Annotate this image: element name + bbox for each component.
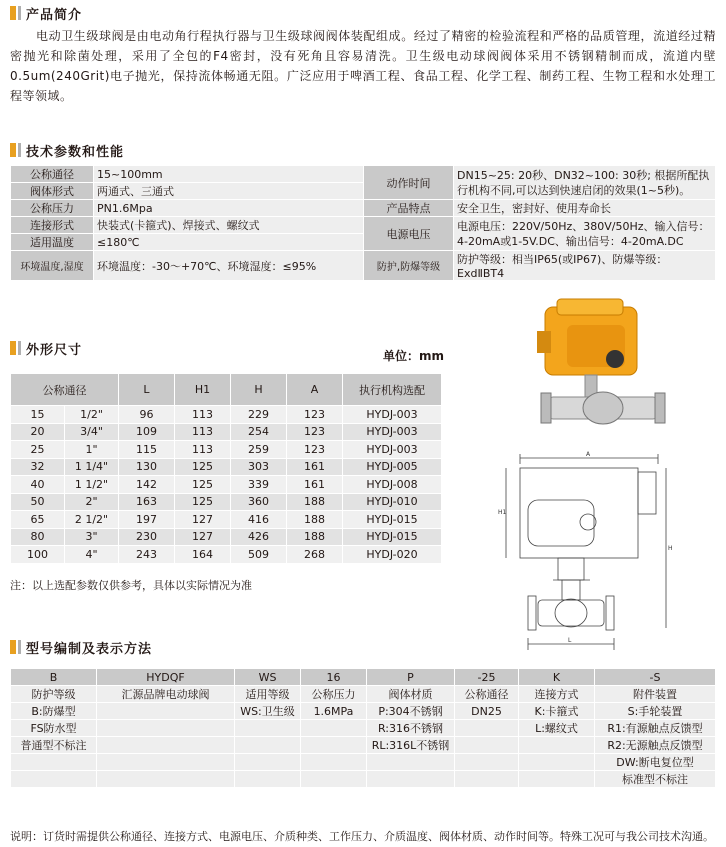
model-cell (97, 703, 235, 720)
model-cell (455, 720, 519, 737)
product-photo (527, 297, 677, 445)
dim-cell: 188 (287, 493, 343, 511)
spec-value: 安全卫生，密封好、使用寿命长 (454, 200, 716, 217)
model-cell: WS:卫生级 (235, 703, 301, 720)
model-cell: 防护等级 (11, 686, 97, 703)
model-cell (235, 737, 301, 754)
intro-paragraph: 电动卫生级球阀是由电动角行程执行器与卫生级球阀阀体装配组成。经过了精密的检验流程和严格的品质管理，流道经过精密抛光和除菌处理，采用了全包的F4密封，没有死角且容易清洗。卫生级电动球阀阀体采用不锈钢精制而成，流道内壁0.5um(240Grit)电子抛光，保持流体畅通无阻。广泛应用于啤酒工程、食品工程、化学工程、制药工程、生物工程和水处理工程等领域。 (10, 29, 716, 103)
dim-cell: 254 (231, 423, 287, 441)
dim-header: A (287, 374, 343, 406)
dim-header: 执行机构选配 (343, 374, 442, 406)
model-cell: P:304不锈钢 (367, 703, 455, 720)
unit-label: 单位：mm (383, 349, 445, 363)
dim-cell: 164 (175, 546, 231, 564)
dim-cell: 96 (119, 406, 175, 424)
model-cell: DN25 (455, 703, 519, 720)
model-cell: R1:有源触点反馈型 (595, 720, 716, 737)
model-cell: K:卡箍式 (519, 703, 595, 720)
model-cell: 标准型不标注 (595, 771, 716, 788)
dim-cell: HYDJ-008 (343, 476, 442, 494)
table-row (11, 458, 442, 476)
dim-cell: 230 (119, 528, 175, 546)
model-cell: 汇源品牌电动球阀 (97, 686, 235, 703)
spec-value: DN15~25: 20秒、DN32~100: 30秒; 根据所配执行机构不同,可以达到快速启闭的效果(1~5秒)。 (454, 166, 716, 200)
dim-cell: 163 (119, 493, 175, 511)
dim-cell: 80 (11, 528, 65, 546)
dim-cell: 1" (65, 441, 119, 459)
dim-cell: 100 (11, 546, 65, 564)
model-cell: B (11, 669, 97, 686)
section-marker-icon (10, 341, 16, 355)
dim-cell: 4" (65, 546, 119, 564)
model-cell: 普通型不标注 (11, 737, 97, 754)
model-cell: 附件装置 (595, 686, 716, 703)
dim-cell: 123 (287, 423, 343, 441)
spec-key: 电源电压 (364, 217, 454, 251)
model-cell (235, 771, 301, 788)
dim-cell: 113 (175, 423, 231, 441)
dim-cell: HYDJ-005 (343, 458, 442, 476)
dim-cell: 1/2" (65, 406, 119, 424)
dim-cell: 1 1/4" (65, 458, 119, 476)
table-row (11, 737, 716, 754)
dim-cell: 142 (119, 476, 175, 494)
dim-cell: 125 (175, 476, 231, 494)
model-cell (519, 771, 595, 788)
dim-cell: 339 (231, 476, 287, 494)
dim-cell: 161 (287, 476, 343, 494)
drawing-label-h: H (668, 545, 673, 552)
spec-table (10, 165, 716, 281)
dim-cell: 130 (119, 458, 175, 476)
dim-cell: 109 (119, 423, 175, 441)
dim-cell: 426 (231, 528, 287, 546)
dim-cell: 509 (231, 546, 287, 564)
table-row (11, 720, 716, 737)
dim-cell: 113 (175, 441, 231, 459)
dim-cell: 416 (231, 511, 287, 529)
dim-cell: HYDJ-015 (343, 511, 442, 529)
model-cell (97, 754, 235, 771)
spec-value: 快装式(卡箍式)、焊接式、螺纹式 (94, 217, 364, 234)
spec-value: ≤180℃ (94, 234, 364, 251)
dim-cell: 20 (11, 423, 65, 441)
dim-cell: 188 (287, 528, 343, 546)
section-marker-icon (10, 640, 16, 654)
dim-header: L (119, 374, 175, 406)
dim-cell: 65 (11, 511, 65, 529)
dim-cell: 25 (11, 441, 65, 459)
model-code-table (10, 668, 716, 788)
section-title: 技术参数和性能 (26, 144, 125, 160)
dim-cell: 1 1/2" (65, 476, 119, 494)
dim-cell: 303 (231, 458, 287, 476)
dim-cell: 113 (175, 406, 231, 424)
model-cell (11, 754, 97, 771)
model-cell (97, 720, 235, 737)
dim-cell: 127 (175, 511, 231, 529)
table-row (11, 476, 442, 494)
model-cell (97, 737, 235, 754)
model-cell (11, 771, 97, 788)
dim-cell: 15 (11, 406, 65, 424)
spec-value: 环境温度：-30～+70℃、环境湿度：≤95% (94, 251, 364, 281)
table-row (11, 441, 442, 459)
model-cell (235, 720, 301, 737)
dimension-drawing (498, 450, 673, 655)
dim-cell: 3/4" (65, 423, 119, 441)
dim-cell: HYDJ-015 (343, 528, 442, 546)
dim-cell: 115 (119, 441, 175, 459)
spec-key: 动作时间 (364, 166, 454, 200)
model-cell: 16 (301, 669, 367, 686)
dim-cell: 2" (65, 493, 119, 511)
dim-cell: HYDJ-010 (343, 493, 442, 511)
model-cell: 连接方式 (519, 686, 595, 703)
table-row (11, 511, 442, 529)
spec-value: 电源电压：220V/50Hz、380V/50Hz、输入信号：4-20mA或1-5V.DC、输出信号：4-20mA.DC (454, 217, 716, 251)
model-cell (455, 771, 519, 788)
dim-header: 公称通径 (11, 374, 119, 406)
model-cell: S:手轮装置 (595, 703, 716, 720)
model-cell: 阀体材质 (367, 686, 455, 703)
dim-cell: 125 (175, 458, 231, 476)
spec-key: 阀体形式 (11, 183, 94, 200)
dim-cell: 50 (11, 493, 65, 511)
footer-note: 说明：订货时需提供公称通径、连接方式、电源电压、介质种类、工作压力、介质温度、阀体材质、动作时间等。特殊工况可与我公司技术沟通。 (10, 830, 714, 843)
table-row (11, 686, 716, 703)
dim-header: H (231, 374, 287, 406)
dim-cell: 123 (287, 406, 343, 424)
spec-key: 环境温度,湿度 (11, 251, 94, 281)
table-row (11, 528, 442, 546)
spec-value: PN1.6Mpa (94, 200, 364, 217)
table-row (11, 771, 716, 788)
model-cell: -25 (455, 669, 519, 686)
model-cell (455, 754, 519, 771)
dim-cell: 243 (119, 546, 175, 564)
dim-cell: 360 (231, 493, 287, 511)
spec-key: 适用温度 (11, 234, 94, 251)
model-cell: R:316不锈钢 (367, 720, 455, 737)
dim-cell: 197 (119, 511, 175, 529)
model-cell: P (367, 669, 455, 686)
model-cell: B:防爆型 (11, 703, 97, 720)
spec-value: 两通式、三通式 (94, 183, 364, 200)
drawing-label-h1: H1 (498, 509, 507, 516)
model-cell: -S (595, 669, 716, 686)
model-cell (519, 754, 595, 771)
model-cell: L:螺纹式 (519, 720, 595, 737)
section-marker-icon (10, 143, 16, 157)
section-title: 产品简介 (26, 7, 83, 23)
table-row (11, 493, 442, 511)
table-row (11, 703, 716, 720)
model-cell (97, 771, 235, 788)
dim-cell: 123 (287, 441, 343, 459)
model-cell (301, 737, 367, 754)
spec-key: 公称压力 (11, 200, 94, 217)
dim-note: 注：以上选配参数仅供参考，具体以实际情况为准 (10, 579, 252, 592)
section-header-intro (10, 4, 82, 22)
section-header-spec (10, 141, 124, 159)
table-row (11, 423, 442, 441)
spec-key: 连接形式 (11, 217, 94, 234)
model-cell (301, 720, 367, 737)
model-cell: 公称压力 (301, 686, 367, 703)
table-row (11, 406, 442, 424)
table-row (11, 669, 716, 686)
drawing-label-l: L (568, 637, 572, 644)
dim-cell: 125 (175, 493, 231, 511)
dim-cell: 268 (287, 546, 343, 564)
dim-cell: 40 (11, 476, 65, 494)
model-cell: 公称通径 (455, 686, 519, 703)
model-cell (235, 754, 301, 771)
spec-key: 公称通径 (11, 166, 94, 183)
section-title: 外形尺寸 (26, 342, 83, 358)
spec-value: 防护等级：相当IP65(或IP67)、防爆等级：ExdⅡBT4 (454, 251, 716, 281)
model-cell: WS (235, 669, 301, 686)
table-row (11, 754, 716, 771)
model-cell (367, 754, 455, 771)
model-cell: FS防水型 (11, 720, 97, 737)
spec-key: 产品特点 (364, 200, 454, 217)
spec-key: 防护,防爆等级 (364, 251, 454, 281)
dim-cell: 161 (287, 458, 343, 476)
section-header-dim (10, 339, 82, 357)
dim-cell: HYDJ-003 (343, 423, 442, 441)
dim-cell: HYDJ-003 (343, 441, 442, 459)
dim-cell: 259 (231, 441, 287, 459)
model-cell (519, 737, 595, 754)
model-cell: DW:断电复位型 (595, 754, 716, 771)
model-cell: 适用等级 (235, 686, 301, 703)
model-cell: 1.6MPa (301, 703, 367, 720)
model-cell (455, 737, 519, 754)
spec-value: 15~100mm (94, 166, 364, 183)
dim-cell: 3" (65, 528, 119, 546)
dim-header: H1 (175, 374, 231, 406)
model-cell: K (519, 669, 595, 686)
dim-cell: 2 1/2" (65, 511, 119, 529)
dim-cell: 127 (175, 528, 231, 546)
section-title: 型号编制及表示方法 (26, 641, 153, 657)
dimension-table (10, 373, 442, 564)
section-header-model (10, 638, 152, 656)
model-cell (301, 771, 367, 788)
drawing-label-a: A (586, 451, 591, 458)
dim-cell: HYDJ-003 (343, 406, 442, 424)
model-cell: HYDQF (97, 669, 235, 686)
dim-cell: 229 (231, 406, 287, 424)
section-marker-icon (10, 6, 16, 20)
dim-cell: 188 (287, 511, 343, 529)
model-cell: RL:316L不锈钢 (367, 737, 455, 754)
model-cell: R2:无源触点反馈型 (595, 737, 716, 754)
table-row (11, 546, 442, 564)
model-cell (301, 754, 367, 771)
dim-cell: HYDJ-020 (343, 546, 442, 564)
model-cell (367, 771, 455, 788)
dim-cell: 32 (11, 458, 65, 476)
